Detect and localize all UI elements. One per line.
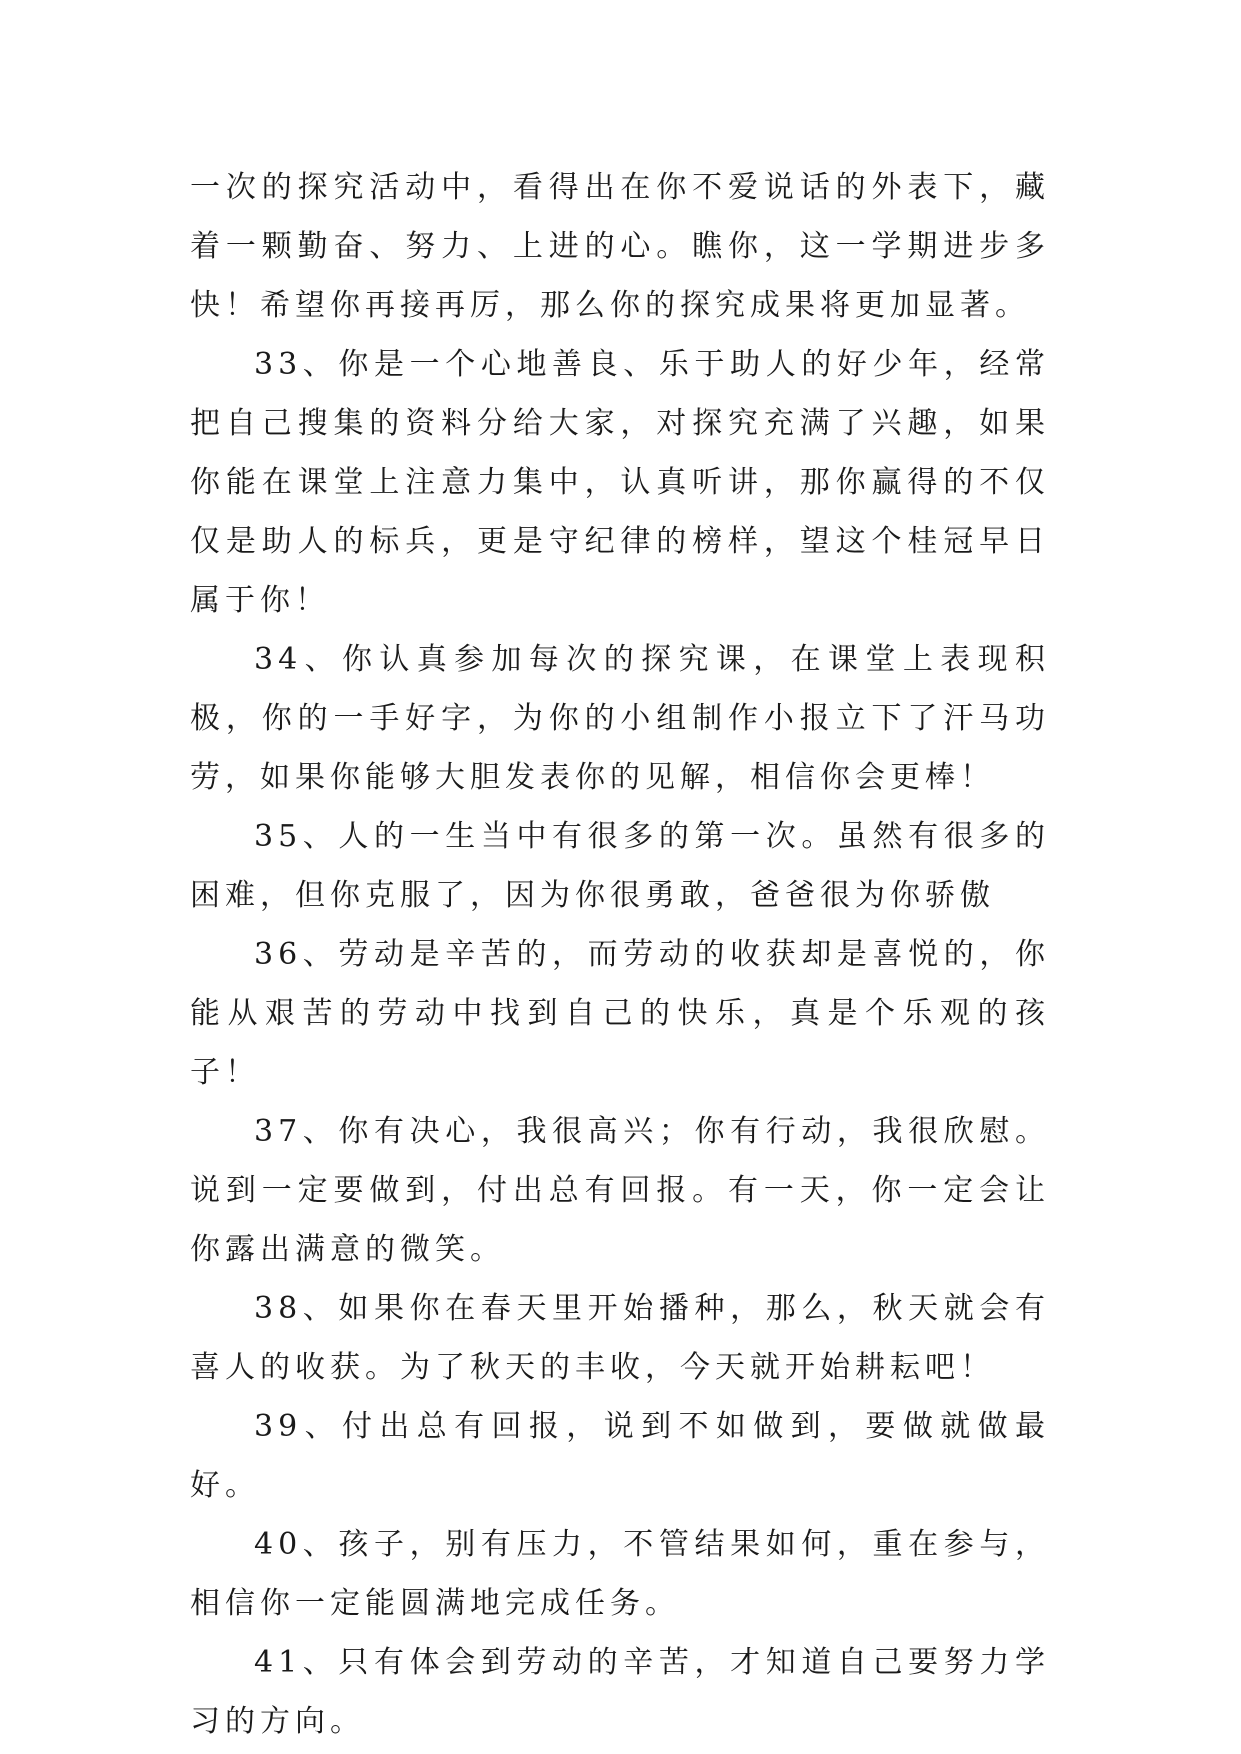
paragraph-39: 39、付出总有回报，说到不如做到，要做就做最好。 xyxy=(190,1409,1050,1503)
paragraph-34: 34、你认真参加每次的探究课，在课堂上表现积极，你的一手好字，为你的小组制作小报立下了汗马功劳，如果你能够大胆发表你的见解，相信你会更棒！ xyxy=(190,642,1050,795)
document-body xyxy=(190,158,1050,1751)
paragraph-38: 38、如果你在春天里开始播种，那么，秋天就会有喜人的收获。为了秋天的丰收，今天就开始耕耘吧！ xyxy=(190,1291,1050,1385)
paragraph-36: 36、劳动是辛苦的，而劳动的收获却是喜悦的，你能从艰苦的劳动中找到自己的快乐，真是个乐观的孩子！ xyxy=(190,937,1050,1090)
paragraph-35: 35、人的一生当中有很多的第一次。虽然有很多的困难，但你克服了，因为你很勇敢，爸爸很为你骄傲 xyxy=(190,819,1050,913)
paragraph-continuation: 一次的探究活动中，看得出在你不爱说话的外表下，藏着一颗勤奋、努力、上进的心。瞧你，这一学期进步多快！希望你再接再厉，那么你的探究成果将更加显著。 xyxy=(190,170,1050,323)
paragraph-33: 33、你是一个心地善良、乐于助人的好少年，经常把自己搜集的资料分给大家，对探究充满了兴趣，如果你能在课堂上注意力集中，认真听讲，那你赢得的不仅仅是助人的标兵，更是守纪律的榜样，望这个桂冠早日属于你！ xyxy=(190,347,1050,618)
paragraph-37: 37、你有决心，我很高兴；你有行动，我很欣慰。说到一定要做到，付出总有回报。有一天，你一定会让你露出满意的微笑。 xyxy=(190,1114,1050,1267)
paragraph-40: 40、孩子，别有压力，不管结果如何，重在参与，相信你一定能圆满地完成任务。 xyxy=(190,1527,1050,1621)
paragraph-41: 41、只有体会到劳动的辛苦，才知道自己要努力学习的方向。 xyxy=(190,1645,1050,1739)
